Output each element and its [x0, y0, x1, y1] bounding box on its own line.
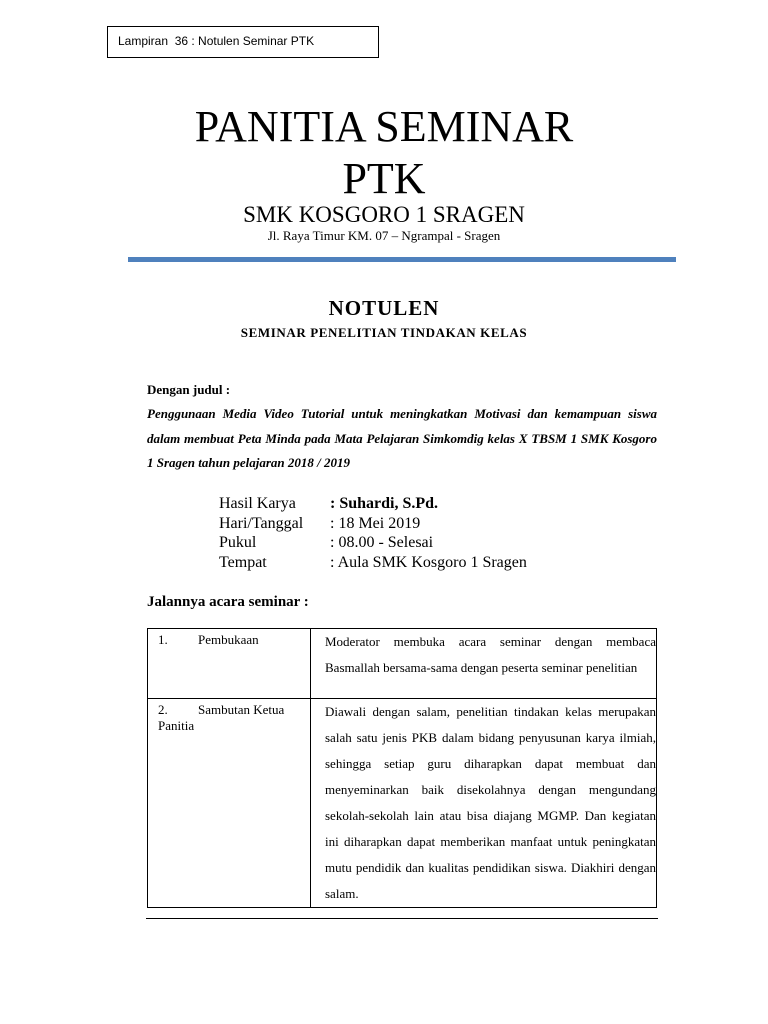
header-divider: [128, 257, 676, 262]
info-row-date: [219, 514, 527, 534]
info-key: Hasil Karya: [219, 495, 296, 512]
school-name: SMK KOSGORO 1 SRAGEN: [243, 202, 525, 227]
attachment-label-box: Lampiran 36 : Notulen Seminar PTK: [107, 26, 379, 58]
info-value: : 08.00 - Selesai: [330, 534, 434, 551]
info-key: Tempat: [219, 553, 267, 571]
agenda-table: [147, 628, 657, 908]
info-key: Pukul: [219, 534, 257, 551]
info-value: : Suhardi, S.Pd.: [330, 495, 439, 512]
agenda-item-number: 2.: [158, 702, 168, 717]
table-bottom-line: [146, 918, 658, 919]
agenda-item-description: Moderator membuka acara seminar dengan membaca Basmallah bersama-sama dengan peserta seminar penelitian: [311, 629, 657, 699]
agenda-item-cell: [148, 629, 311, 699]
title-label: Dengan judul :: [147, 382, 231, 397]
seminar-info: [219, 494, 527, 572]
agenda-item-description: Diawali dengan salam, penelitian tindakan kelas merupakan salah satu jenis PKB dalam bidang penyusunan karya ilmiah, sehingga setiap guru diharapkan dapat membuat dan menyeminarkan baik disekolahnya dengan mengundang sekolah-sekolah lain atau bisa diajang MGMP. Dan kegiatan ini diharapkan dapat memberikan manfaat untuk peningkatan mutu pendidik dan kualitas pendidikan siswa. Diakhiri dengan salam.: [311, 699, 657, 908]
info-row-place: [219, 553, 527, 573]
agenda-item-cell: [148, 699, 311, 908]
agenda-item-title: Pembukaan: [198, 632, 259, 647]
info-row-time: [219, 533, 527, 553]
document-subtitle: SEMINAR PENELITIAN TINDAKAN KELAS: [240, 325, 528, 340]
agenda-heading: Jalannya acara seminar :: [147, 594, 309, 610]
info-value: : 18 Mei 2019: [330, 514, 421, 532]
info-value: : Aula SMK Kosgoro 1 Sragen: [330, 553, 527, 571]
agenda-item-title: Sambutan Ketua Panitia: [158, 702, 285, 733]
info-key: Hari/Tanggal: [219, 514, 304, 532]
info-row-author: [219, 494, 527, 514]
committee-title-line1: PANITIA SEMINAR: [194, 102, 574, 151]
agenda-item-number: 1.: [158, 632, 168, 647]
committee-title-line2: PTK: [342, 154, 426, 203]
table-row: [148, 699, 657, 908]
research-title: Penggunaan Media Video Tutorial untuk meningkatkan Motivasi dan kemampuan siswa dalam membuat Peta Minda pada Mata Pelajaran Simkomdig kelas X TBSM 1 SMK Kosgoro 1 Sragen tahun pelajaran 2018 / 2019: [147, 406, 657, 470]
school-address: Jl. Raya Timur KM. 07 – Ngrampal - Sragen: [267, 228, 501, 243]
table-row: [148, 629, 657, 699]
document-title: NOTULEN: [328, 296, 440, 320]
